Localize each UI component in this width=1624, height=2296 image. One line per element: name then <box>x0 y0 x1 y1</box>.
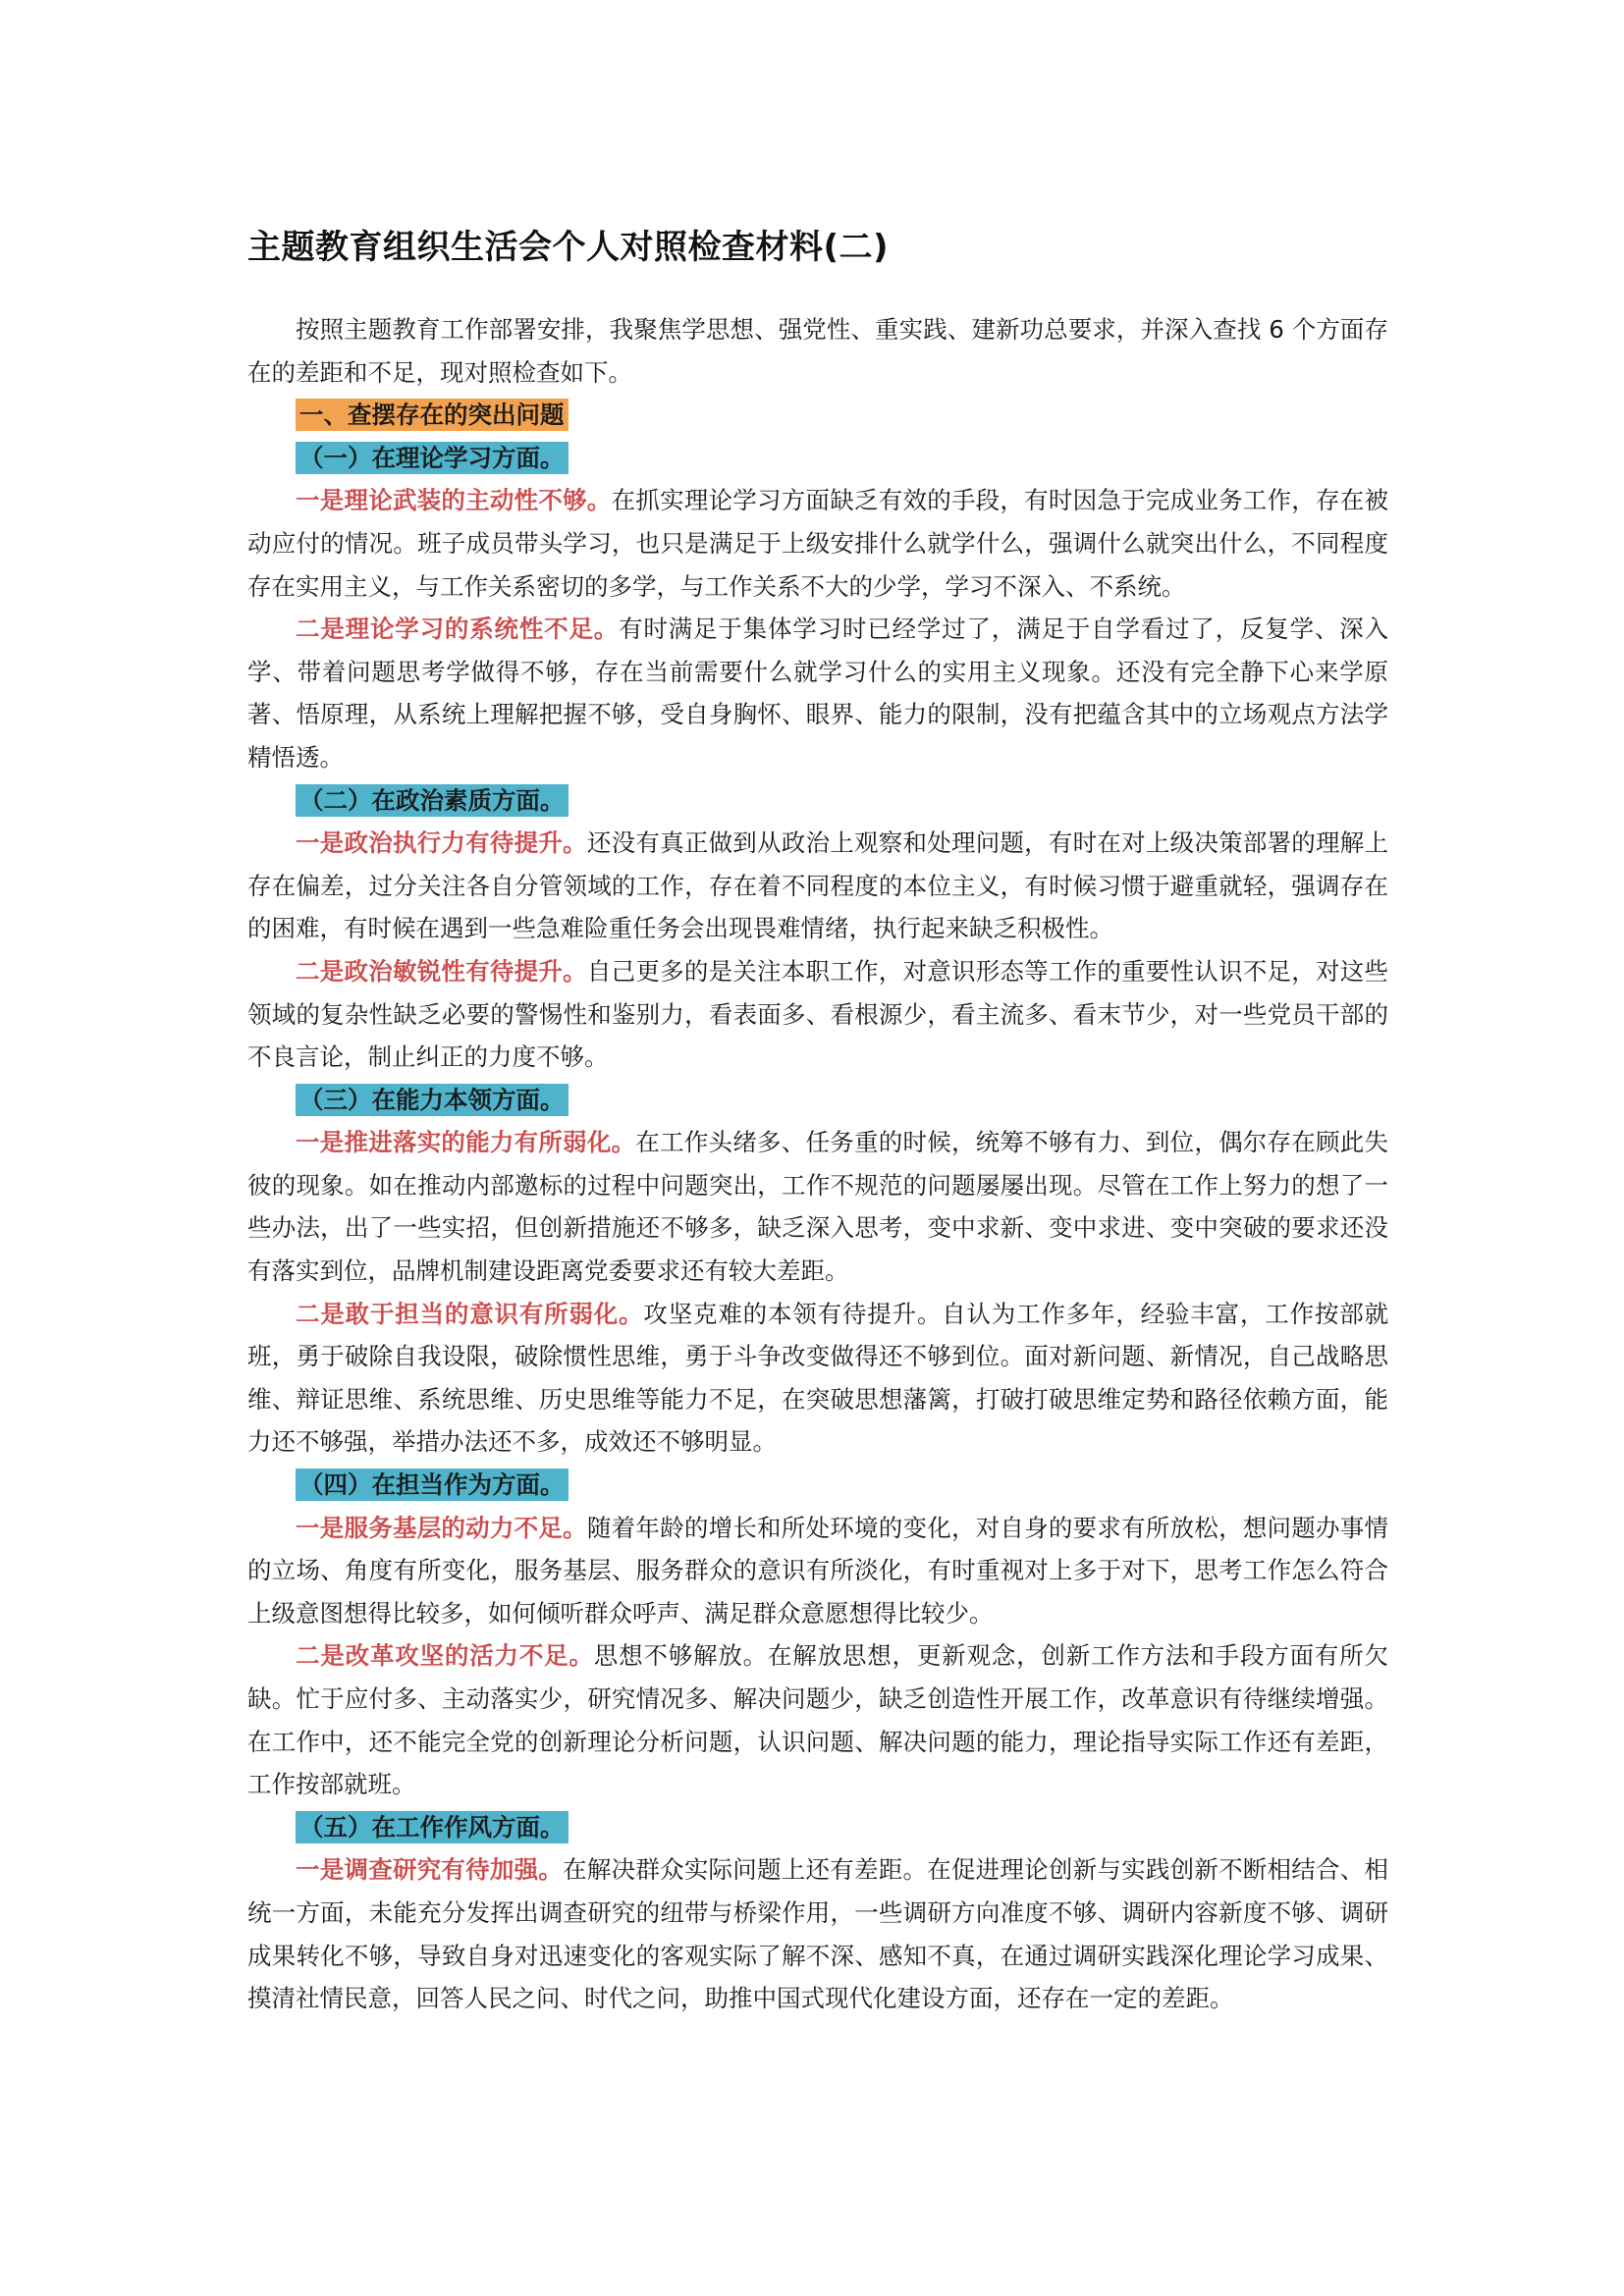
problem-lead: 二是改革攻坚的活力不足。 <box>296 1641 594 1671</box>
problem-paragraph <box>247 1634 1388 1805</box>
problem-paragraph <box>247 822 1388 950</box>
document-title: 主题教育组织生活会个人对照检查材料(二) <box>247 228 890 267</box>
subsection-heading <box>247 1464 1388 1507</box>
problem-paragraph <box>247 1507 1388 1635</box>
problem-body: 随着年龄的增长和所处环境的变化，对自身的要求有所放松，想问题办事情的立场、角度有所变化，服务基层、服务群众的意识有所淡化，有时重视对上多于对下，思考工作怎么符合上级意图想得比较多，如何倾听群众呼声、满足群众意愿想得比较少。 <box>247 1513 1389 1628</box>
problem-body: 还没有真正做到从政治上观察和处理问题，有时在对上级决策部署的理解上存在偏差，过分关注各自分管领域的工作，存在着不同程度的本位主义，有时候习惯于避重就轻，强调存在的困难，有时候在遇到一些急难险重任务会出现畏难情绪，执行起来缺乏积极性。 <box>247 828 1389 943</box>
problem-body: 有时满足于集体学习时已经学过了，满足于自学看过了，反复学、深入学、带着问题思考学做得不够，存在当前需要什么就学习什么的实用主义现象。还没有完全静下心来学原著、悟原理，从系统上理解把握不够，受自身胸怀、眼界、能力的限制，没有把蕴含其中的立场观点方法学精悟透。 <box>247 614 1389 772</box>
problem-body: 在解决群众实际问题上还有差距。在促进理论创新与实践创新不断相结合、相统一方面，未能充分发挥出调查研究的纽带与桥梁作用，一些调研方向准度不够、调研内容新度不够、调研成果转化不够，导致自身对迅速变化的客观实际了解不深、感知不真，在通过调研实践深化理论学习成果、摸清社情民意，回答人民之问、时代之问，助推中国式现代化建设方面，还存在一定的差距。 <box>247 1855 1388 2013</box>
subsection-heading <box>247 1806 1388 1849</box>
problem-body: 思想不够解放。在解放思想，更新观念，创新工作方法和手段方面有所欠缺。忙于应付多、主动落实少，研究情况多、解决问题少，缺乏创造性开展工作，改革意识有待继续增强。在工作中，还不能完全党的创新理论分析问题，认识问题、解决问题的能力，理论指导实际工作还有差距，工作按部就班。 <box>247 1641 1389 1799</box>
problem-lead: 一是推进落实的能力有所弱化。 <box>296 1128 636 1157</box>
problem-paragraph <box>247 1848 1388 2019</box>
problem-lead: 一是服务基层的动力不足。 <box>296 1513 587 1542</box>
subsection-heading <box>247 437 1388 480</box>
problem-paragraph <box>247 1293 1388 1464</box>
intro-paragraph: 按照主题教育工作部署安排，我聚焦学思想、强党性、重实践、建新功总要求，并深入查找 6 个方面存在的差距和不足，现对照检查如下。 <box>247 315 1388 387</box>
subsection-heading-label: （四）在担当作为方面。 <box>296 1468 568 1501</box>
subsection-heading <box>247 779 1388 823</box>
problem-lead: 一是政治执行力有待提升。 <box>296 828 587 858</box>
section-heading-1-label: 一、查摆存在的突出问题 <box>296 399 568 431</box>
subsection-heading-label: （一）在理论学习方面。 <box>296 442 568 474</box>
problem-paragraph <box>247 608 1388 778</box>
problem-body: 在抓实理论学习方面缺乏有效的手段，有时因急于完成业务工作，存在被动应付的情况。班子成员带头学习，也只是满足于上级安排什么就学什么，强调什么就突出什么，不同程度存在实用主义，与工作关系密切的多学，与工作关系不大的少学，学习不深入、不系统。 <box>247 486 1389 601</box>
problem-lead: 二是敢于担当的意识有所弱化。 <box>296 1299 644 1328</box>
problem-lead: 一是理论武装的主动性不够。 <box>296 486 612 515</box>
problem-body: 攻坚克难的本领有待提升。自认为工作多年，经验丰富，工作按部就班，勇于破除自我设限，破除惯性思维，勇于斗争改变做得还不够到位。面对新问题、新情况，自己战略思维、辩证思维、系统思维、历史思维等能力不足，在突破思想藩篱，打破打破思维定势和路径依赖方面，能力还不够强，举措办法还不多，成效还不够明显。 <box>247 1299 1389 1457</box>
problem-paragraph <box>247 479 1388 608</box>
problem-lead: 二是政治敏锐性有待提升。 <box>296 956 587 986</box>
problem-lead: 二是理论学习的系统性不足。 <box>296 614 620 644</box>
document-body <box>247 224 1388 2020</box>
problem-paragraph <box>247 950 1388 1079</box>
subsection-heading-label: （五）在工作作风方面。 <box>296 1811 568 1843</box>
subsection-heading-label: （二）在政治素质方面。 <box>296 784 568 817</box>
subsection-heading <box>247 1079 1388 1122</box>
section-heading-1 <box>247 394 1388 437</box>
problem-lead: 一是调查研究有待加强。 <box>296 1855 564 1885</box>
problem-paragraph <box>247 1121 1388 1292</box>
problem-body: 在工作头绪多、任务重的时候，统筹不够有力、到位，偶尔存在顾此失彼的现象。如在推动内部邀标的过程中问题突出，工作不规范的问题屡屡出现。尽管在工作上努力的想了一些办法，出了一些实招，但创新措施还不够多，缺乏深入思考，变中求新、变中求进、变中突破的要求还没有落实到位，品牌机制建设距离党委要求还有较大差距。 <box>247 1128 1388 1286</box>
subsection-heading-label: （三）在能力本领方面。 <box>296 1084 568 1116</box>
problem-body: 自己更多的是关注本职工作，对意识形态等工作的重要性认识不足，对这些领域的复杂性缺乏必要的警惕性和鉴别力，看表面多、看根源少，看主流多、看末节少，对一些党员干部的不良言论，制止纠正的力度不够。 <box>247 956 1389 1072</box>
